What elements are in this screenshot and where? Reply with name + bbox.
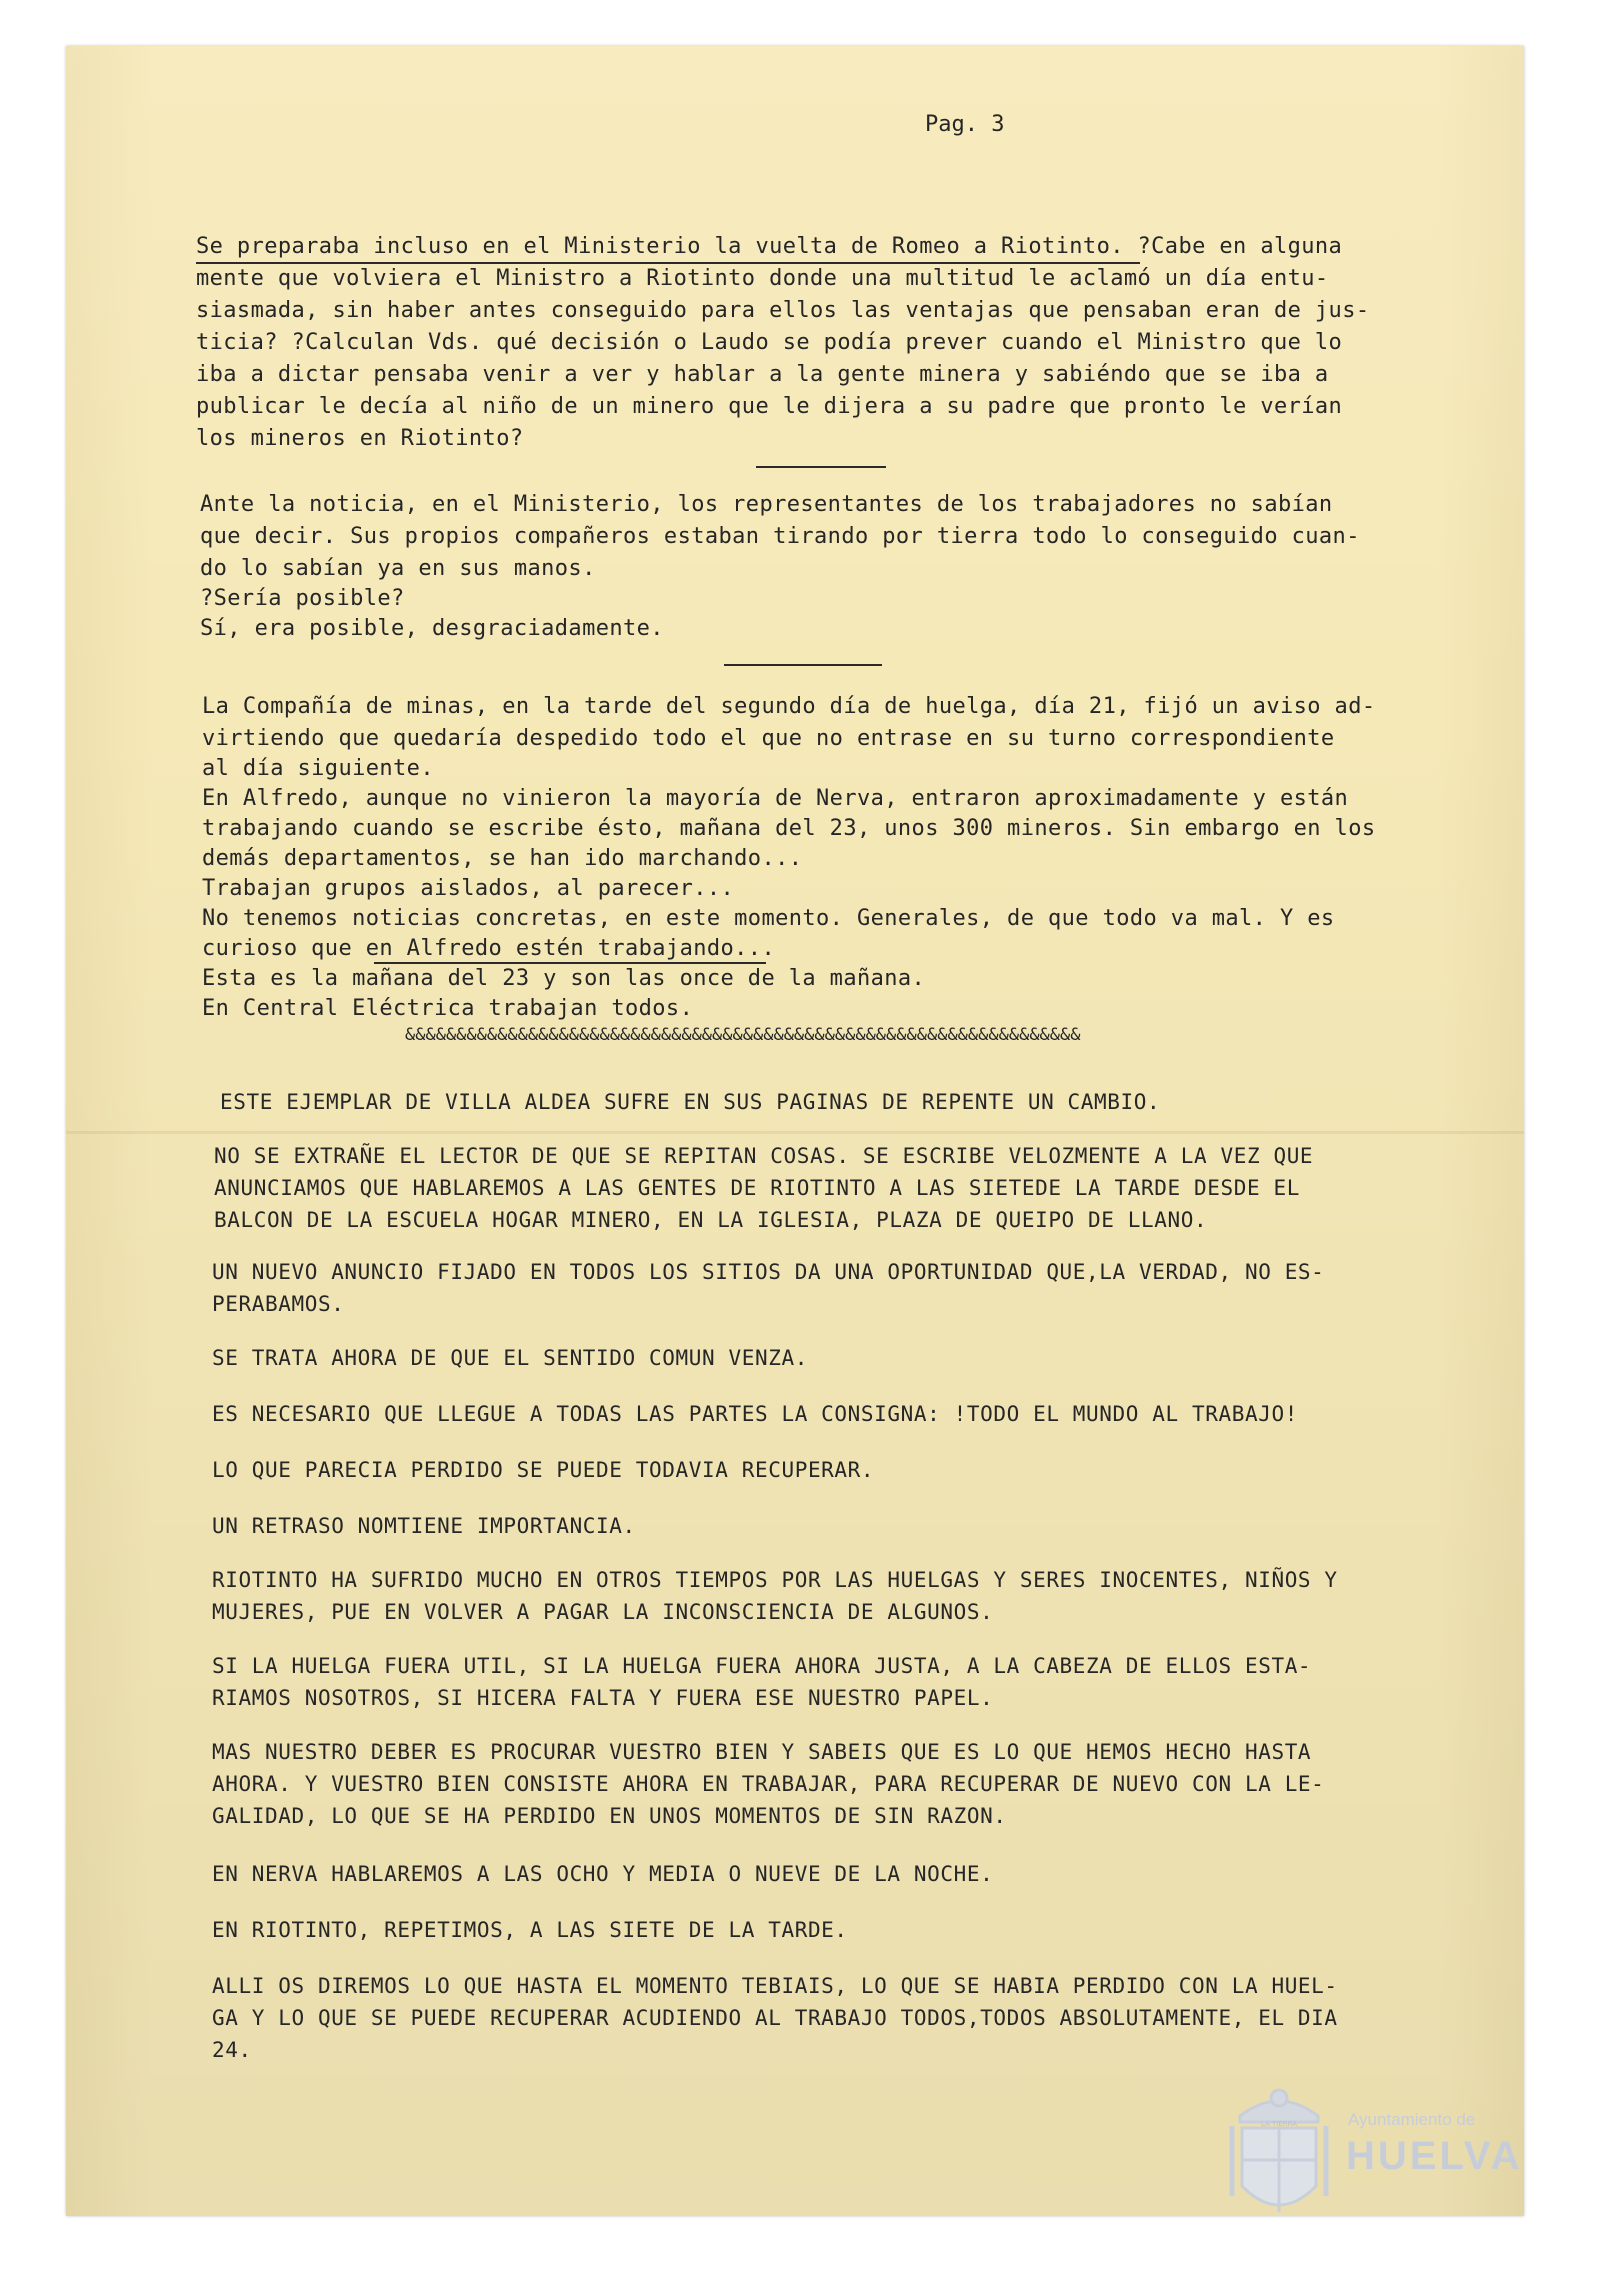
caps-line-13: SI LA HUELGA FUERA UTIL, SI LA HUELGA FUERA AHORA JUSTA, A LA CABEZA DE ELLOS ESTA- (212, 1654, 1312, 1678)
caps-line-4: BALCON DE LA ESCUELA HOGAR MINERO, EN LA IGLESIA, PLAZA DE QUEIPO DE LLANO. (214, 1208, 1208, 1232)
paper-fold (66, 1131, 1524, 1134)
caps-line-1: ESTE EJEMPLAR DE VILLA ALDEA SUFRE EN SUS PAGINAS DE REPENTE UN CAMBIO. (220, 1090, 1161, 1114)
paragraph-1-line-4: ticia? ?Calculan Vds. qué decisión o Laudo se podía prever cuando el Ministro que lo (196, 330, 1343, 355)
paragraph-3-line-9: curioso que en Alfredo estén trabajando... (202, 936, 776, 961)
caps-line-20: ALLI OS DIREMOS LO QUE HASTA EL MOMENTO TEBIAIS, LO QUE SE HABIA PERDIDO CON LA HUEL- (212, 1974, 1338, 1998)
caps-line-15: MAS NUESTRO DEBER ES PROCURAR VUESTRO BIEN Y SABEIS QUE ES LO QUE HEMOS HECHO HASTA (212, 1740, 1312, 1764)
paragraph-3-line-6: demás departamentos, se han ido marchando... (202, 846, 803, 871)
paragraph-3-line-4: En Alfredo, aunque no vinieron la mayoría de Nerva, entraron aproximadamente y están (202, 786, 1349, 811)
paragraph-1-line-5: iba a dictar pensaba venir a ver y hablar a la gente minera y sabiéndo que se iba a (196, 362, 1329, 387)
paragraph-2-line-5: Sí, era posible, desgraciadamente. (200, 616, 664, 641)
caps-line-8: ES NECESARIO QUE LLEGUE A TODAS LAS PARTES LA CONSIGNA: !TODO EL MUNDO AL TRABAJO! (212, 1402, 1298, 1426)
paragraph-2-line-2: que decir. Sus propios compañeros estaban tirando por tierra todo lo conseguido cuan- (200, 524, 1360, 549)
archive-watermark (1210, 2070, 1540, 2230)
paragraph-3-line-8: No tenemos noticias concretas, en este momento. Generales, de que todo va mal. Y es (202, 906, 1335, 931)
paragraph-1-line-1: Se preparaba incluso en el Ministerio la vuelta de Romeo a Riotinto. ?Cabe en alguna (196, 234, 1343, 259)
paragraph-3-line-7: Trabajan grupos aislados, al parecer... (202, 876, 735, 901)
caps-line-21: GA Y LO QUE SE PUEDE RECUPERAR ACUDIENDO AL TRABAJO TODOS,TODOS ABSOLUTAMENTE, EL DIA (212, 2006, 1338, 2030)
caps-line-14: RIAMOS NOSOTROS, SI HICERA FALTA Y FUERA ESE NUESTRO PAPEL. (212, 1686, 994, 1710)
caps-line-6: PERABAMOS. (212, 1292, 345, 1316)
caps-line-22: 24. (212, 2038, 252, 2062)
paragraph-1-line-3: siasmada, sin haber antes conseguido para ellos las ventajas que pensaban eran de jus- (196, 298, 1370, 323)
paragraph-3-line-11: En Central Eléctrica trabajan todos. (202, 996, 694, 1021)
caps-line-19: EN RIOTINTO, REPETIMOS, A LAS SIETE DE LA TARDE. (212, 1918, 848, 1942)
caps-line-10: UN RETRASO NOMTIENE IMPORTANCIA. (212, 1514, 636, 1538)
paragraph-3-line-1: La Compañía de minas, en la tarde del segundo día de huelga, día 21, fijó un aviso ad- (202, 694, 1376, 719)
caps-line-5: UN NUEVO ANUNCIO FIJADO EN TODOS LOS SITIOS DA UNA OPORTUNIDAD QUE,LA VERDAD, NO ES- (212, 1260, 1325, 1284)
paragraph-2-line-1: Ante la noticia, en el Ministerio, los representantes de los trabajadores no sabían (200, 492, 1333, 517)
paragraph-1-line-2: mente que volviera el Ministro a Riotinto donde una multitud le aclamó un día entu- (196, 266, 1329, 291)
paragraph-3-line-5: trabajando cuando se escribe ésto, mañana del 23, unos 300 mineros. Sin embargo en los (202, 816, 1376, 841)
section-separator-1 (756, 466, 886, 468)
paragraph-3-line-3: al día siguiente. (202, 756, 434, 781)
paragraph-3-line-2: virtiendo que quedaría despedido todo el que no entrase en su turno correspondiente (202, 726, 1335, 751)
caps-line-16: AHORA. Y VUESTRO BIEN CONSISTE AHORA EN TRABAJAR, PARA RECUPERAR DE NUEVO CON LA LE- (212, 1772, 1325, 1796)
caps-line-12: MUJERES, PUE EN VOLVER A PAGAR LA INCONSCIENCIA DE ALGUNOS. (212, 1600, 994, 1624)
coat-of-arms-icon (1220, 2076, 1338, 2226)
paragraph-1-line-7: los mineros en Riotinto? (196, 426, 524, 451)
watermark-city: HUELVA (1346, 2134, 1523, 2178)
caps-line-17: GALIDAD, LO QUE SE HA PERDIDO EN UNOS MOMENTOS DE SIN RAZON. (212, 1804, 1007, 1828)
section-separator-2 (724, 664, 882, 666)
underline-romeo (196, 262, 1140, 264)
caps-line-11: RIOTINTO HA SUFRIDO MUCHO EN OTROS TIEMPOS POR LAS HUELGAS Y SERES INOCENTES, NIÑOS Y (212, 1568, 1338, 1592)
paragraph-1-line-6: publicar le decía al niño de un minero que le dijera a su padre que pronto le verían (196, 394, 1343, 419)
watermark-org: Ayuntamiento de (1348, 2110, 1476, 2129)
shield-motto: LA TIERRA (1260, 2120, 1298, 2128)
caps-line-7: SE TRATA AHORA DE QUE EL SENTIDO COMUN VENZA. (212, 1346, 808, 1370)
paragraph-2-line-4: ?Sería posible? (200, 586, 405, 611)
caps-line-18: EN NERVA HABLAREMOS A LAS OCHO Y MEDIA O NUEVE DE LA NOCHE. (212, 1862, 994, 1886)
caps-line-3: ANUNCIAMOS QUE HABLAREMOS A LAS GENTES DE RIOTINTO A LAS SIETEDE LA TARDE DESDE EL (214, 1176, 1300, 1200)
caps-line-2: NO SE EXTRAÑE EL LECTOR DE QUE SE REPITAN COSAS. SE ESCRIBE VELOZMENTE A LA VEZ QUE (214, 1144, 1314, 1168)
paragraph-2-line-3: do lo sabían ya en sus manos. (200, 556, 596, 581)
underline-alfredo (374, 962, 766, 964)
ampersand-divider: &&&&&&&&&&&&&&&&&&&&&&&&&&&&&&&&&&&&&&&&&&&&&&&&&&&&&&&&&&&&&&&&&& (405, 1025, 1081, 1045)
page-number: Pag. 3 (925, 112, 1005, 137)
caps-line-9: LO QUE PARECIA PERDIDO SE PUEDE TODAVIA RECUPERAR. (212, 1458, 875, 1482)
paragraph-3-line-10: Esta es la mañana del 23 y son las once de la mañana. (202, 966, 926, 991)
